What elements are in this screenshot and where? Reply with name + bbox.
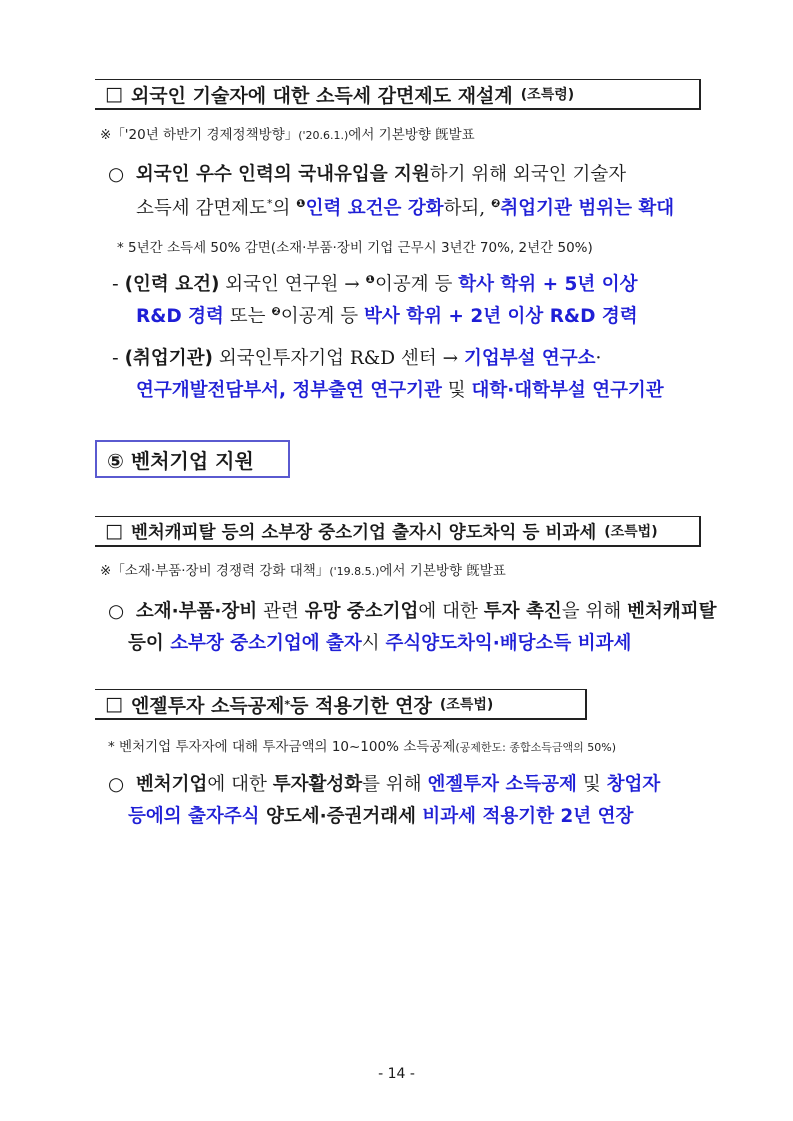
dash-item-requirements-line2: R&D 경력 또는 $^❷$이공계 등 박사 학위 + 2년 이상 R&D 경력	[136, 305, 638, 328]
checkbox-glyph: □	[105, 693, 123, 715]
footnote-reduction: * 5년간 소득세 50% 감면(소재·부품·장비 기업 근무시 3년간 70%, 2년간 50%)	[117, 240, 593, 256]
dash-item-institutions-line2: 연구개발전담부서, 정부출연 연구기관 및 대학·대학부설 연구기관	[136, 380, 664, 401]
heading-foreign-engineer-tax	[95, 79, 701, 110]
heading-title: 엔젤투자 소득공제	[130, 694, 285, 717]
footnote-angel-deduction: * 벤처기업 투자자에 대해 투자금액의 10~100% 소득공제(공제한도: 종합소득금액의 50%)	[108, 739, 616, 755]
bullet-paragraph-line2: 소득세 감면제도*의 $^❶$인력 요건은 강화하되, $^❷$취업기관 범위는 확대	[136, 197, 675, 220]
heading-title: 외국인 기술자에 대한 소득세 감면제도 재설계	[130, 84, 513, 107]
law-tag: (조특법)	[604, 524, 658, 540]
bullet-paragraph-line1: ○ 외국인 우수 인력의 국내유입을 지원하기 위해 외국인 기술자	[108, 164, 627, 185]
checkbox-glyph: □	[105, 520, 123, 542]
law-tag: (조특법)	[439, 697, 494, 713]
dash-item-requirements-line1: - (인력 요건) 외국인 연구원 → $^❶$이공계 등 학사 학위 + 5년 이상	[112, 273, 638, 296]
announcement-note: ※「소재·부품·장비 경쟁력 강화 대책」('19.8.5.)에서 기본방향 旣발표	[100, 563, 506, 579]
dash-item-institutions-line1: - (취업기관) 외국인투자기업 R&D 센터 → 기업부설 연구소·	[112, 348, 602, 369]
bullet-paragraph-line1: ○ 소재·부품·장비 관련 유망 중소기업에 대한 투자 촉진을 위해 벤처캐피탈	[108, 601, 717, 622]
announcement-note: ※「'20년 하반기 경제정책방향」('20.6.1.)에서 기본방향 旣발표	[100, 127, 475, 143]
heading-angel-investment: □ 엔젤투자 소득공제 * 등 적용기한 연장 (조특법)	[95, 689, 587, 720]
law-tag: (조특령)	[520, 87, 575, 103]
heading-venture-capital	[95, 516, 701, 547]
checkbox-glyph: □	[105, 83, 123, 105]
section-title-venture-support: ⑤ 벤처기업 지원	[95, 440, 290, 478]
bullet-paragraph-line2: 등이 소부장 중소기업에 출자시 주식양도차익·배당소득 비과세	[128, 633, 632, 654]
page-number: - 14 -	[378, 1066, 415, 1082]
bullet-paragraph-line2: 등에의 출자주식 양도세·증권거래세 비과세 적용기한 2년 연장	[128, 806, 634, 827]
heading-title: 벤처캐피탈 등의 소부장 중소기업 출자시 양도차익 등 비과세	[130, 522, 597, 543]
bullet-paragraph-line1: ○ 벤처기업에 대한 투자활성화를 위해 엔젤투자 소득공제 및 창업자	[108, 774, 661, 795]
